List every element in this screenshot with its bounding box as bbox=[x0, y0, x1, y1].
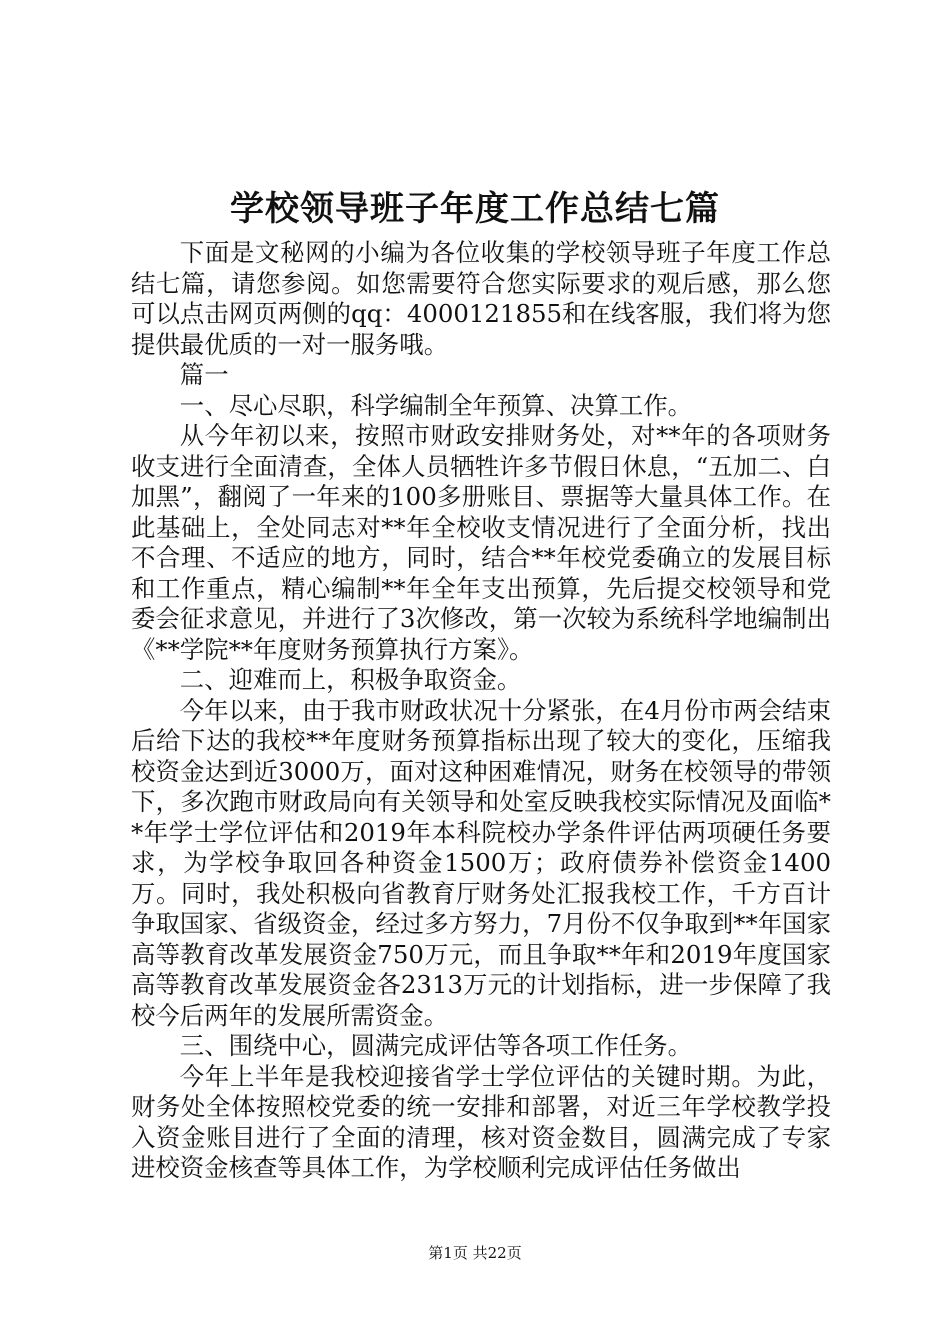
heading-3: 三、围绕中心，圆满完成评估等各项工作任务。 bbox=[179, 1031, 693, 1060]
paragraph-3: 今年上半年是我校迎接省学士学位评估的关键时期。为此，财务处全体按照校党委的统一安排和部署，对近三年学校教学投入资金账目进行了全面的清理，核对资金数目，圆满完成了专家进校资金核查等具体工作，为学校顺利完成评估任务做出 bbox=[131, 1061, 831, 1182]
heading-2: 二、迎难而上，积极争取资金。 bbox=[179, 665, 522, 694]
paragraph-2: 今年以来，由于我市财政状况十分紧张，在4月份市两会结束后给下达的我校**年度财务预算指标出现了较大的变化，压缩我校资金达到近3000万，面对这种困难情况，财务在校领导的带领下，多次跑市财政局向有关领导和处室反映我校实际情况及面临**年学士学位评估和2019年本科院校办学条件评估两项硬任务要求，为学校争取回各种资金1500万；政府债券补偿资金1400万。同时，我处积极向省教育厅财务处汇报我校工作，千方百计争取国家、省级资金，经过多方努力，7月份不仅争取到**年国家高等教育改革发展资金750万元，而且争取**年和2019年度国家高等教育改革发展资金各2313万元的计划指标，进一步保障了我校今后两年的发展所需资金。 bbox=[131, 695, 831, 1030]
section-label: 篇一 bbox=[179, 360, 229, 389]
page-footer: 第1页 共22页 bbox=[428, 1244, 522, 1262]
intro-paragraph: 下面是文秘网的小编为各位收集的学校领导班子年度工作总结七篇，请您参阅。如您需要符合您实际要求的观后感，那么您可以点击网页两侧的qq：4000121855和在线客服，我们将为您提供最优质的一对一服务哦。 bbox=[131, 238, 831, 359]
document-title: 学校领导班子年度工作总结七篇 bbox=[230, 189, 720, 229]
document-body bbox=[131, 238, 831, 1184]
heading-1: 一、尽心尽职，科学编制全年预算、决算工作。 bbox=[179, 390, 693, 420]
paragraph-1: 从今年初以来，按照市财政安排财务处，对**年的各项财务收支进行全面清查，全体人员牺牲许多节假日休息，“五加二、白加黑”，翻阅了一年来的100多册账目、票据等大量具体工作。在此基础上，全处同志对**年全校收支情况进行了全面分析，找出不合理、不适应的地方，同时，结合**年校党委确立的发展目标和工作重点，精心编制**年全年支出预算，先后提交校领导和党委会征求意见，并进行了3次修改，第一次较为系统科学地编制出《**学院**年度财务预算执行方案》。 bbox=[131, 421, 831, 664]
